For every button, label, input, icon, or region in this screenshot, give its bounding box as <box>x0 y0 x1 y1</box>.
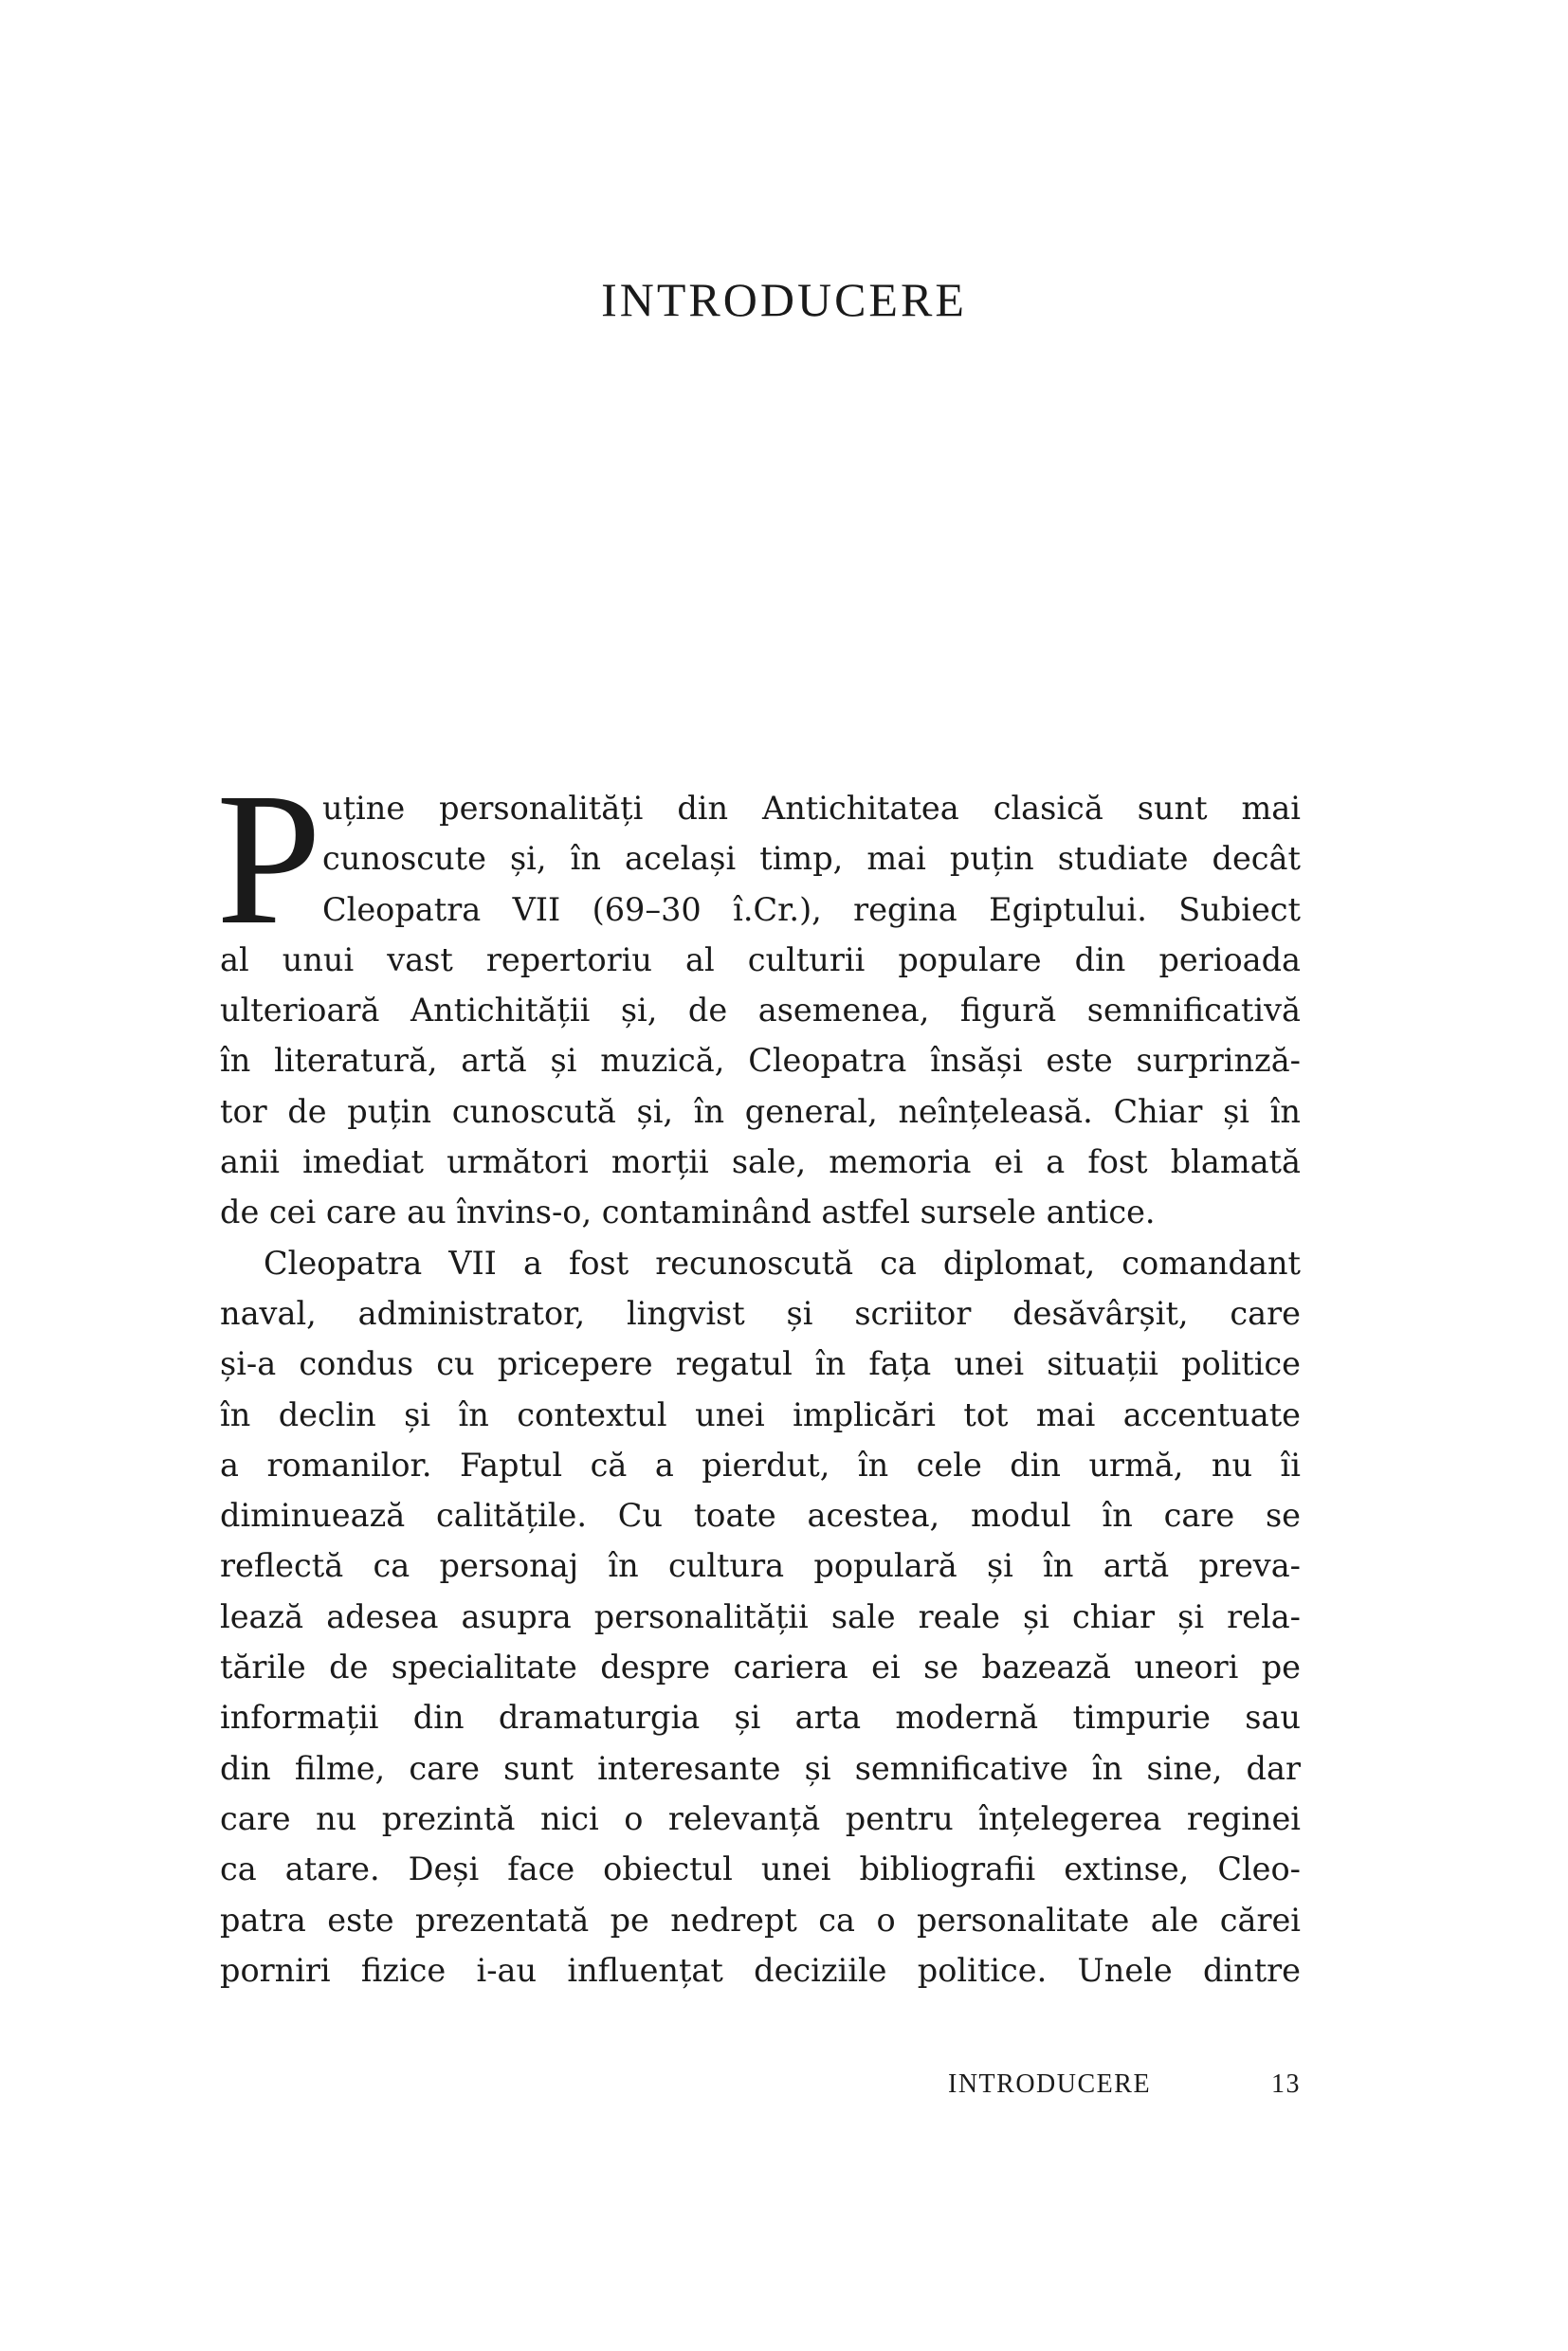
text-line: anii imediat următori morții sale, memoria ei a fost blamată <box>220 1143 1301 1181</box>
text-line: Cleopatra VII a fost recunoscută ca diplomat, comandant <box>264 1244 1301 1282</box>
body-text <box>216 755 1301 1996</box>
text-line: Cleopatra VII (69–30 î.Cr.), regina Egiptului. Subiect <box>322 890 1301 928</box>
running-footer <box>948 2069 1301 2100</box>
text-line: naval, administrator, lingvist și scriitor desăvârșit, care <box>220 1294 1301 1332</box>
text-line: în declin și în contextul unei implicări tot mai accentuate <box>220 1395 1301 1433</box>
text-line: de cei care au învins-o, contaminând astfel sursele antice. <box>220 1194 1156 1231</box>
text-line: diminuează calitățile. Cu toate acestea, modul în care se <box>220 1497 1301 1535</box>
drop-cap: P <box>216 755 322 964</box>
text-line: cunoscute și, în același timp, mai puțin studiate decât <box>322 840 1301 878</box>
text-line: din filme, care sunt interesante și semnificative în sine, dar <box>220 1749 1301 1787</box>
text-line: și-a condus cu pricepere regatul în fața unei situații politice <box>220 1345 1301 1383</box>
text-line: al unui vast repertoriu al culturii populare din perioada <box>220 940 1301 978</box>
page-number: 13 <box>1271 2069 1301 2099</box>
text-line: reflectă ca personaj în cultura populară și în artă preva- <box>220 1547 1301 1585</box>
text-line: lează adesea asupra personalității sale reale și chiar și rela- <box>220 1597 1301 1635</box>
text-line: ca atare. Deși face obiectul unei bibliografii extinse, Cleo- <box>220 1850 1301 1888</box>
text-line: ulterioară Antichității și, de asemenea, figură semnificativă <box>220 992 1301 1030</box>
text-line: porniri fizice i-au influențat deciziile politice. Unele dintre <box>220 1951 1301 1989</box>
text-line: patra este prezentată pe nedrept ca o personalitate ale cărei <box>220 1901 1301 1939</box>
text-line: informații din dramaturgia și arta modernă timpurie sau <box>220 1699 1301 1737</box>
text-line: în literatură, artă și muzică, Cleopatra însăși este surprinză- <box>220 1042 1301 1080</box>
text-line: tările de specialitate despre cariera ei se bazează uneori pe <box>220 1649 1301 1686</box>
text-line: uține personalități din Antichitatea clasică sunt mai <box>322 790 1301 827</box>
text-line: tor de puțin cunoscută și, în general, neînțeleasă. Chiar și în <box>220 1092 1301 1130</box>
running-head: INTRODUCERE <box>948 2069 1152 2099</box>
text-line: a romanilor. Faptul că a pierdut, în cele din urmă, nu îi <box>220 1446 1301 1484</box>
chapter-title: INTRODUCERE <box>601 273 967 326</box>
text-line: care nu prezintă nici o relevanță pentru înțelegerea reginei <box>220 1799 1301 1837</box>
